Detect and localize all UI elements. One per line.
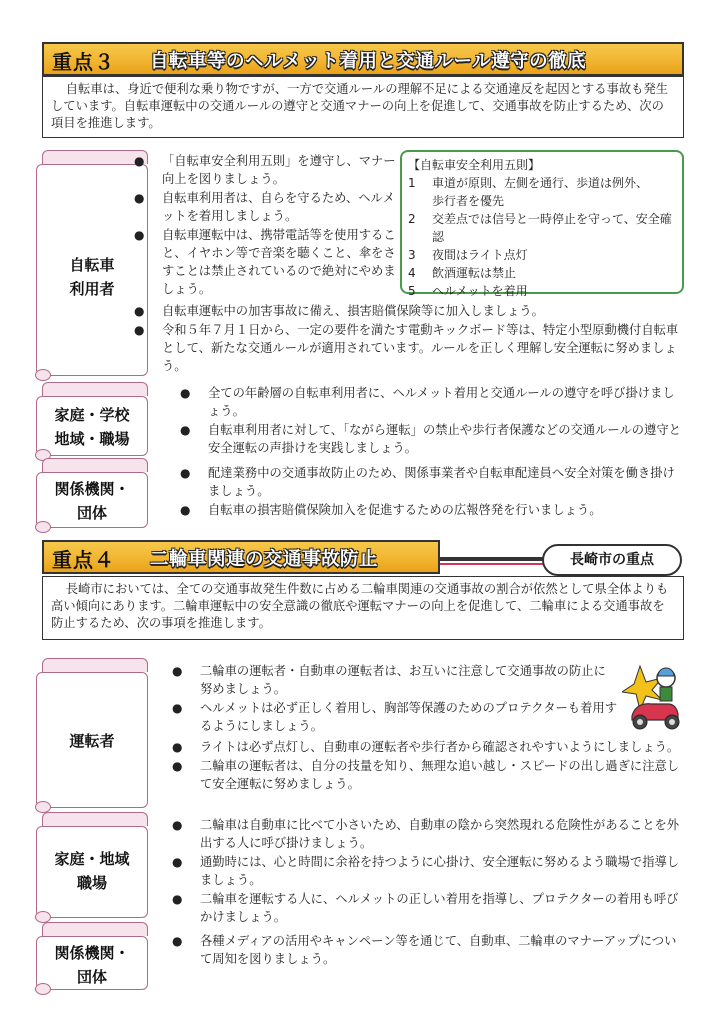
group-label: 自転車 利用者: [69, 256, 115, 298]
group-label: 運転者: [69, 732, 115, 750]
rule-number: 2: [408, 212, 416, 226]
list-item: ● 「自転車安全利用五則」を遵守し、マナー向上を図りましょう。: [130, 152, 400, 188]
list-item: ● 自転車運転中の加害事故に備え、損害賠償保険等に加入しましょう。: [130, 302, 684, 320]
rule-text: ヘルメットを着用: [432, 284, 528, 298]
cyclist-bullets-bottom: [130, 302, 684, 376]
list-item: ● 各種メディアの活用やキャンペーン等を通じて、自動車、二輪車のマナーアップについて周知を図りましょう。: [168, 932, 684, 968]
group-agencies2-tag: [36, 922, 148, 988]
group-label: 関係機関・ 団体: [54, 944, 130, 986]
group-agencies-tag: [36, 458, 148, 528]
rule-text: 夜間はライト点灯: [432, 248, 528, 262]
section3-intro: 自転車は、身近で便利な乗り物ですが、一方で交通ルールの理解不足による交通違反を起因とする事故も発生しています。自転車運転中の交通ルールの遵守と交通マナーの向上を促進して、交通事故を防止するため、次の項目を推進します。: [42, 76, 684, 138]
section4-title: 二輪車関連の交通事故防止: [150, 549, 379, 570]
rule-text: 歩行者を優先: [432, 194, 505, 208]
section4-banner: [42, 540, 440, 574]
list-item: ● 二輪車の運転者は、自分の技量を知り、無理な追い越し・スピードの出し過ぎに注意して安全運転に努めましょう。: [168, 757, 684, 793]
driver-bullets-bottom: [168, 738, 684, 794]
rule-text: 交差点では信号と一時停止を守って、安全確認: [432, 212, 672, 244]
section3-title: 自転車等のヘルメット着用と交通ルール遵守の徹底: [150, 51, 587, 72]
scooter-rider-icon: [622, 660, 686, 732]
group-driver-tag: [36, 658, 148, 806]
badge-connector: [440, 557, 544, 561]
badge-connector-accent: [440, 563, 544, 565]
section3-banner: [42, 42, 684, 76]
group-home-region-tag: [36, 812, 148, 916]
list-item: ● 自転車の損害賠償保険加入を促進するための広報啓発を行いましょう。: [176, 501, 684, 519]
group-home-school-tag: [36, 382, 148, 454]
five-rules-box: [400, 150, 684, 298]
agencies-bullets: [176, 464, 684, 520]
group-label: 関係機関・ 団体: [54, 480, 130, 522]
list-item: ● ヘルメットは必ず正しく着用し、胸部等保護のためのプロテクターも着用するようにしましょう。: [168, 699, 618, 735]
five-rules-title: 【自転車安全利用五則】: [408, 158, 541, 172]
home-region-bullets: [168, 816, 684, 927]
group-label: 家庭・地域 職場: [54, 850, 130, 892]
list-item: ● 令和５年７月１日から、一定の要件を満たす電動キックボード等は、特定小型原動機付自転車として、新たな交通ルールが適用されています。ルールを正しく理解し安全運転に努めましょう。: [130, 321, 684, 375]
rule-text: 飲酒運転は禁止: [432, 266, 517, 280]
rule-text: 車道が原則、左側を通行、歩道は例外、: [432, 176, 649, 190]
list-item: ● ライトは必ず点灯し、自動車の運転者や歩行者から確認されやすいようにしましょう。: [168, 738, 684, 756]
cyclist-bullets-top: [130, 152, 400, 299]
section3-number: 重点３: [52, 50, 115, 74]
list-item: ● 全ての年齢層の自転車利用者に、ヘルメット着用と交通ルールの遵守を呼び掛けましょう。: [176, 384, 684, 420]
list-item: ● 配達業務中の交通事故防止のため、関係事業者や自転車配達員へ安全対策を働き掛けましょう。: [176, 464, 684, 500]
list-item: ● 二輪車を運転する人に、ヘルメットの正しい着用を指導し、プロテクターの着用も呼びかけましょう。: [168, 890, 684, 926]
section4-number: 重点４: [52, 548, 115, 572]
group-label: 家庭・学校 地域・職場: [54, 406, 130, 448]
rule-number: 3: [408, 248, 416, 262]
list-item: ● 二輪車の運転者・自動車の運転者は、お互いに注意して交通事故の防止に努めましょう。: [168, 662, 618, 698]
list-item: ● 二輪車は自動車に比べて小さいため、自動車の陰から突然現れる危険性があることを外出する人に呼び掛けましょう。: [168, 816, 684, 852]
driver-bullets-top: [168, 662, 618, 736]
home-school-bullets: [176, 384, 684, 458]
list-item: ● 通勤時には、心と時間に余裕を持つように心掛け、安全運転に努めるよう職場で指導しましょう。: [168, 853, 684, 889]
nagasaki-priority-badge: 長崎市の重点: [542, 544, 682, 576]
rule-number: 4: [408, 266, 416, 280]
list-item: ● 自転車利用者は、自らを守るため、ヘルメットを着用しましょう。: [130, 189, 400, 225]
section4-intro: 長崎市においては、全ての交通事故発生件数に占める二輪車関連の交通事故の割合が依然として県全体よりも高い傾向にあります。二輪車運転中の安全意識の徹底や運転マナーの向上を促進して、二輪車による交通事故を防止するため、次の事項を推進します。: [42, 576, 684, 640]
list-item: ● 自転車利用者に対して、「ながら運転」の禁止や歩行者保護などの交通ルールの遵守と安全運転の声掛けを実践しましょう。: [176, 421, 684, 457]
rule-number: 1: [408, 176, 416, 190]
list-item: ● 自転車運転中は、携帯電話等を使用すること、イヤホン等で音楽を聴くこと、傘をさすことは禁止されているので絶対にやめましょう。: [130, 226, 400, 298]
agencies2-bullets: [168, 932, 684, 969]
rule-number: 5: [408, 284, 416, 298]
